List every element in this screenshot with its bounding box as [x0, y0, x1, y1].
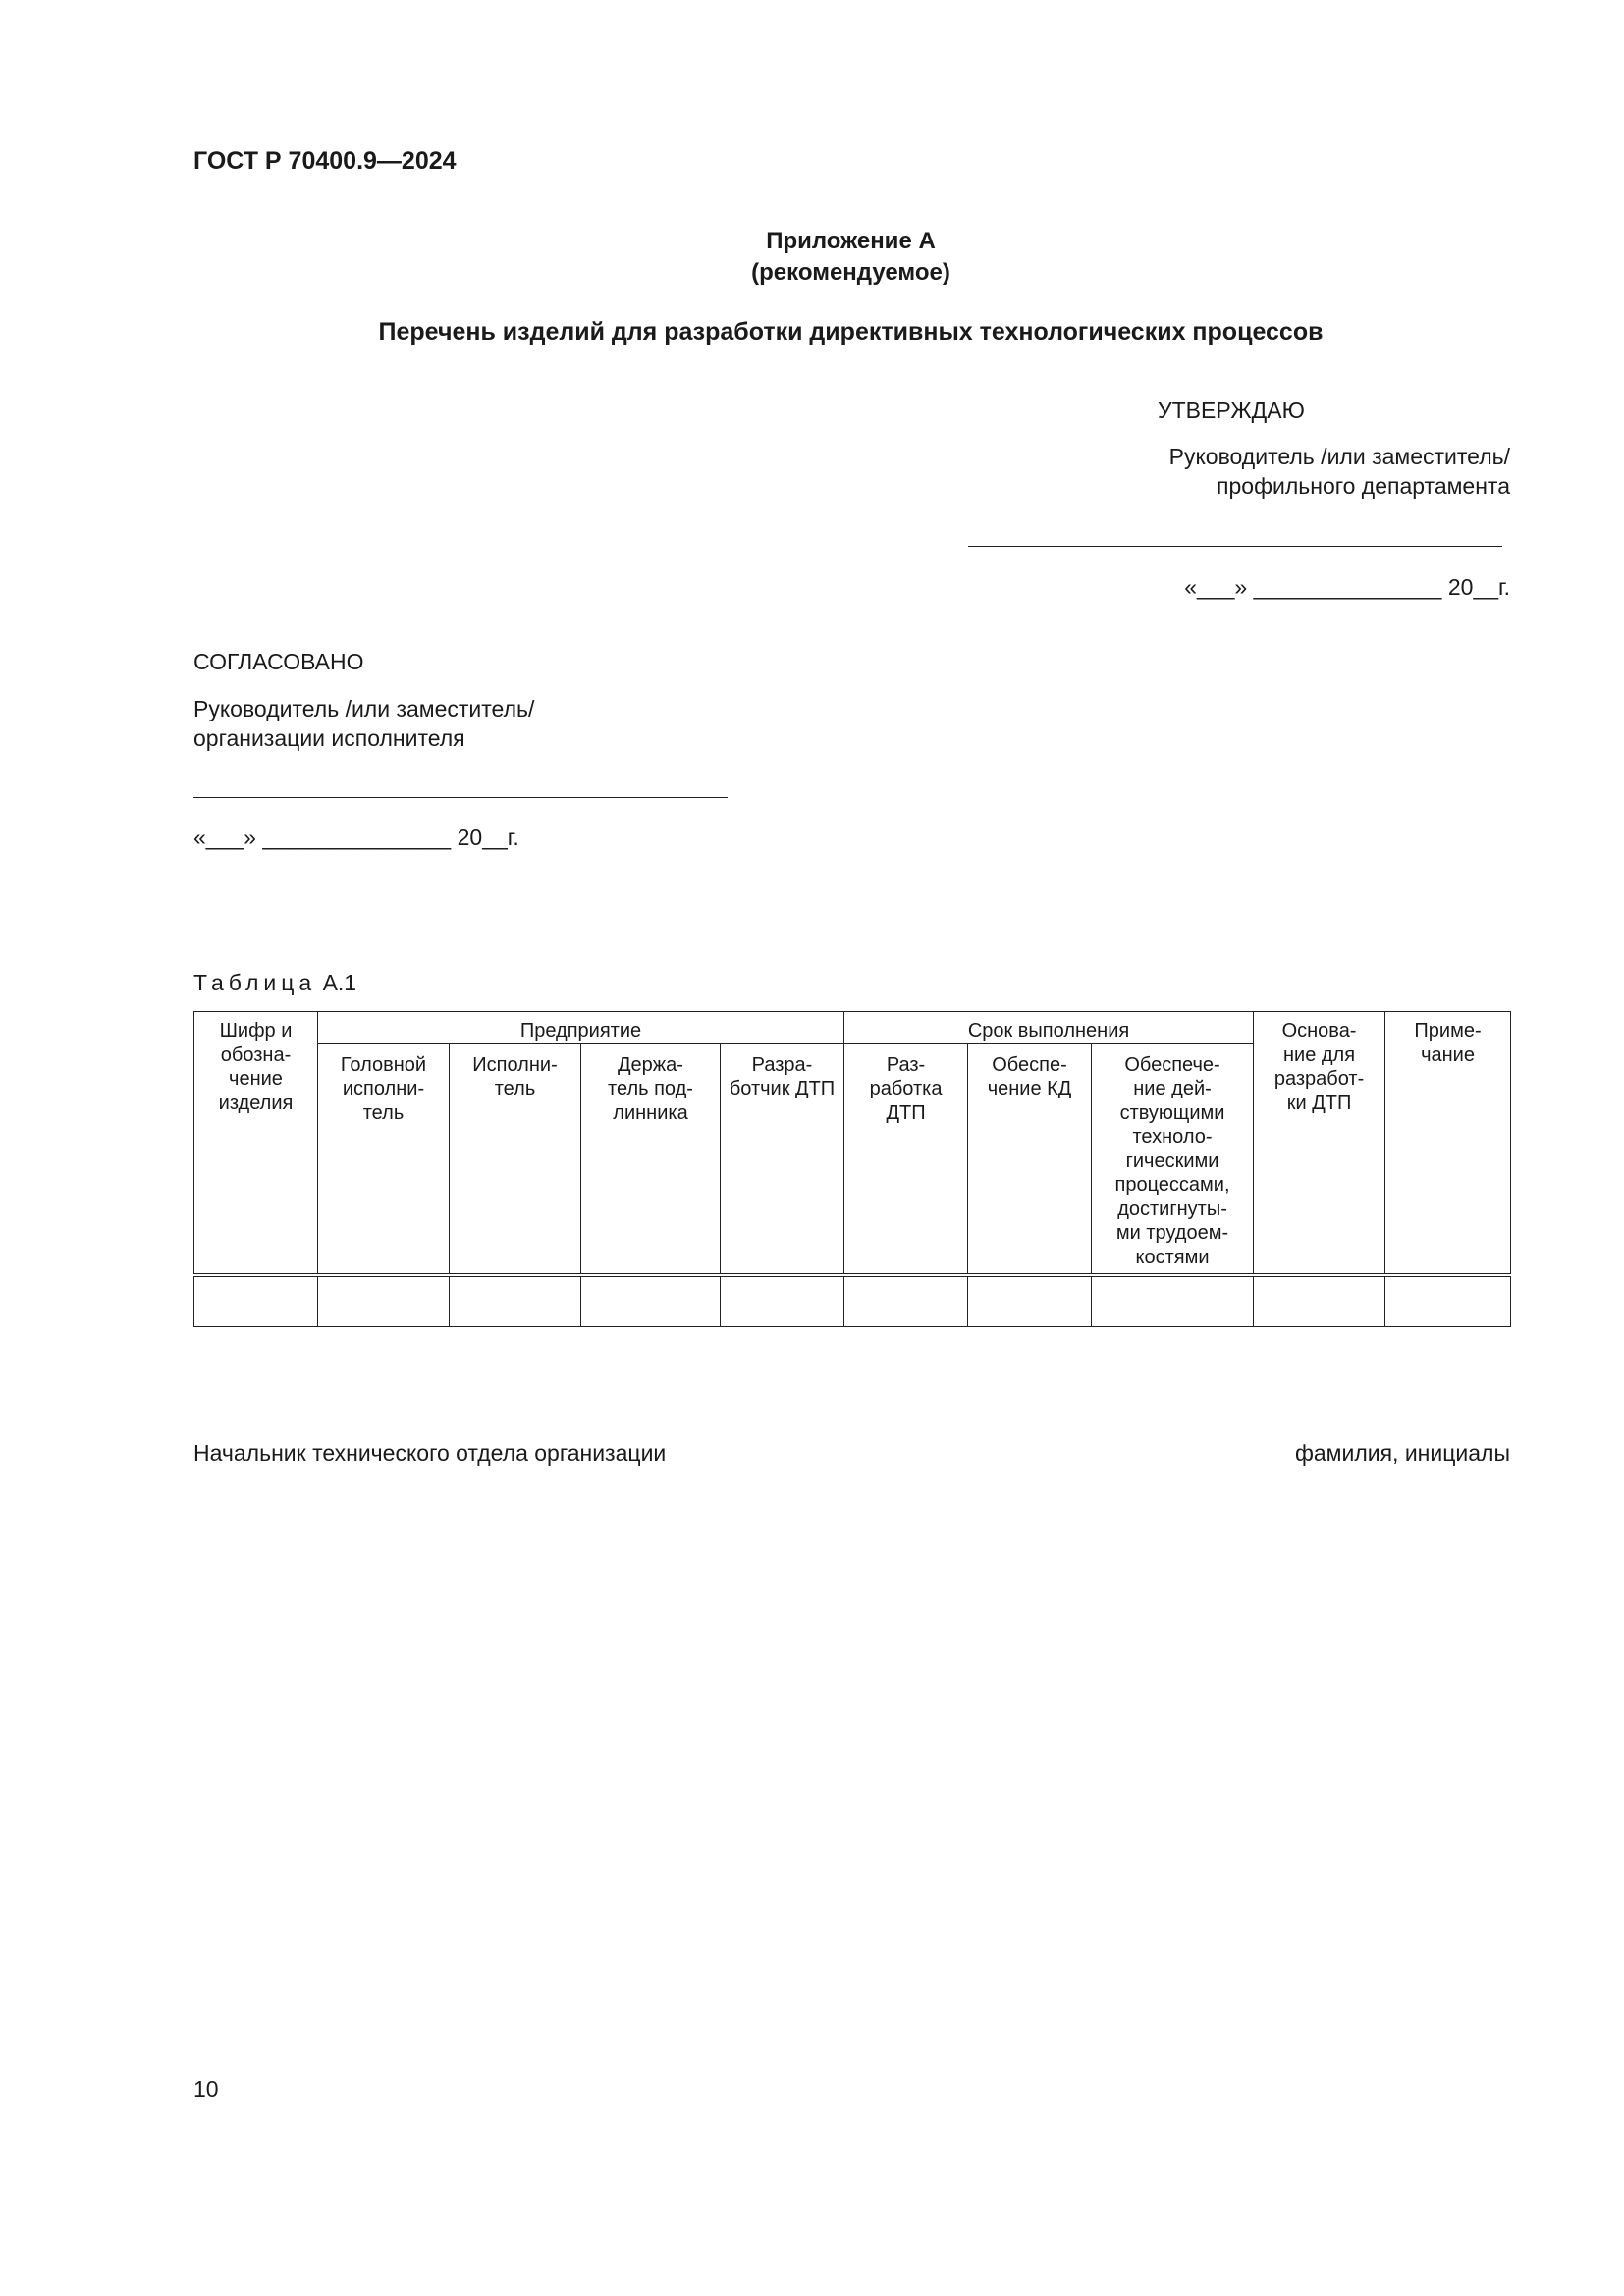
approval-role-line1: Руководитель /или заместитель/	[1168, 444, 1510, 469]
chief-label: Начальник технического отдела организации	[193, 1440, 667, 1466]
approval-date-line: «___» _______________ 20__г.	[1184, 574, 1510, 600]
col-head-executor: Головной исполни- тель	[318, 1043, 450, 1275]
table-caption	[193, 970, 356, 996]
table-cell	[844, 1275, 968, 1327]
approval-heading: УТВЕРЖДАЮ	[1158, 398, 1305, 423]
table-cell	[318, 1275, 450, 1327]
col-current-processes: Обеспече- ние дей- ствующими техноло- гическими процессами, достигнуты- ми трудоем- костями	[1092, 1043, 1254, 1275]
agreement-role	[193, 694, 534, 753]
table-cell	[968, 1275, 1092, 1327]
table-header-row-groups	[194, 1012, 1511, 1044]
col-kd-supply: Обеспе- чение КД	[968, 1043, 1092, 1275]
document-title: Перечень изделий для разработки директивных технологических процессов	[378, 318, 1324, 346]
table-cell	[1092, 1275, 1254, 1327]
page-number: 10	[193, 2076, 219, 2102]
name-label: фамилия, инициалы	[1294, 1440, 1510, 1466]
standard-id: ГОСТ Р 70400.9—2024	[193, 147, 457, 175]
col-dtp-development: Раз- работка ДТП	[844, 1043, 968, 1275]
col-group-enterprise: Предприятие	[318, 1012, 844, 1044]
approval-role-line2: профильного департамента	[1217, 473, 1510, 499]
agreement-signature-line	[193, 797, 728, 798]
table-cell	[581, 1275, 721, 1327]
approval-role	[1169, 442, 1510, 501]
table-caption-word: Таблица	[193, 970, 317, 995]
col-dtp-developer: Разра- ботчик ДТП	[721, 1043, 844, 1275]
table-caption-number: А.1	[322, 970, 357, 995]
agreement-role-line1: Руководитель /или заместитель/	[193, 696, 535, 721]
annex-heading	[0, 226, 1624, 289]
agreement-date-line: «___» _______________ 20__г.	[193, 825, 519, 850]
table-cell	[1254, 1275, 1385, 1327]
agreement-role-line2: организации исполнителя	[193, 725, 465, 751]
table-row	[194, 1275, 1511, 1327]
annex-status: (рекомендуемое)	[751, 259, 950, 286]
table-cell	[450, 1275, 581, 1327]
col-basis: Основа- ние для разработ- ки ДТП	[1254, 1012, 1385, 1276]
col-product-code: Шифр и обозна- чение изделия	[194, 1012, 318, 1276]
table-cell	[721, 1275, 844, 1327]
agreement-heading: СОГЛАСОВАНО	[193, 649, 364, 674]
col-group-deadline: Срок выполнения	[844, 1012, 1254, 1044]
annex-title: Приложение А	[766, 228, 936, 254]
col-original-holder: Держа- тель под- линника	[581, 1043, 721, 1275]
table-cell	[1385, 1275, 1511, 1327]
col-note: Приме- чание	[1385, 1012, 1511, 1276]
products-table	[193, 1011, 1511, 1327]
table-cell	[194, 1275, 318, 1327]
approval-signature-line	[968, 546, 1502, 547]
col-executor: Исполни- тель	[450, 1043, 581, 1275]
